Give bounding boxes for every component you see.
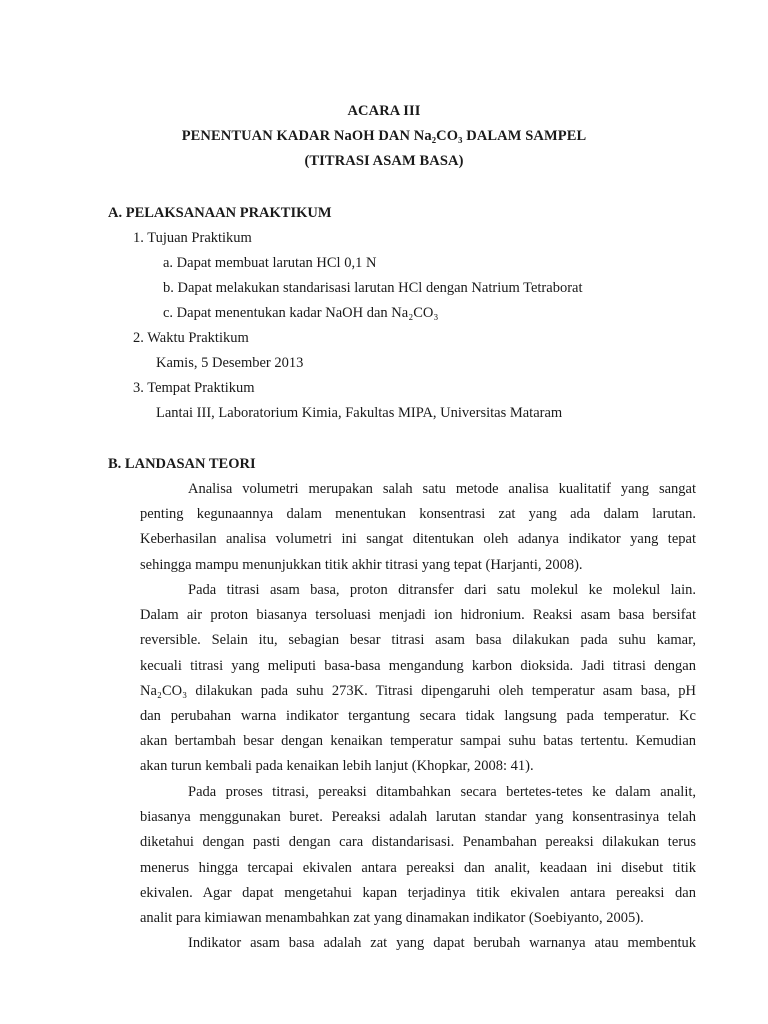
item-1-label: 1. Tujuan Praktikum [133,230,252,246]
paragraph-line: diketahui dengan pasti dengan cara distandarisasi. Penambahan pereaksi dilakukan terus [140,834,696,851]
paragraph-line: ekivalen. Agar dapat mengetahui kapan terjadinya titik ekivalen antara pereaksi dan [140,884,696,901]
paragraph-line: sehingga mampu menunjukkan titik akhir titrasi yang tepat (Harjanti, 2008). [140,556,583,573]
paragraph-1 [140,477,696,578]
item-1a: a. Dapat membuat larutan HCl 0,1 N [163,255,377,271]
item-1b: b. Dapat melakukan standarisasi larutan HCl dengan Natrium Tetraborat [163,280,583,296]
paragraph-line: penting kegunaannya dalam menentukan konsentrasi zat yang ada dalam larutan. [140,506,696,523]
paragraph-line: biasanya menggunakan buret. Pereaksi adalah larutan standar yang konsentrasinya telah [140,809,696,826]
item-3-value: Lantai III, Laboratorium Kimia, Fakultas MIPA, Universitas Mataram [156,405,563,421]
paragraph-line: reversible. Selain itu, sebagian besar titrasi asam basa dilakukan pada suhu kamar, [140,632,696,649]
item-2-label: 2. Waktu Praktikum [133,330,249,346]
chapter-heading: ACARA III [347,103,421,119]
paragraph-line: Indikator asam basa adalah zat yang dapat berubah warnanya atau membentuk [188,935,696,951]
paragraph-line: Analisa volumetri merupakan salah satu metode analisa kualitatif yang sangat [188,481,696,497]
document-subtitle: (TITRASI ASAM BASA) [304,153,464,169]
item-3-label: 3. Tempat Praktikum [133,380,255,396]
paragraph-2 [140,578,696,780]
section-b-heading: B. LANDASAN TEORI [108,456,256,472]
paragraph-line: kecuali titrasi yang meliputi basa-basa mengandung karbon dioksida. Jadi titrasi dengan [140,657,696,674]
paragraph-line: menerus hingga tercapai ekivalen antara pereaksi dan analit, keadaan ini disebut titik [140,859,696,876]
paragraph-line: akan bertambah besar dengan kenaikan temperatur sampai suhu batas tertentu. Kemudian [140,733,696,750]
paragraph-line: Pada titrasi asam basa, proton ditransfer dari satu molekul ke molekul lain. [188,582,696,598]
paragraph-line: akan turun kembali pada kenaikan lebih lanjut (Khopkar, 2008: 41). [140,758,534,775]
item-1c: c. Dapat menentukan kadar NaOH dan Na₂CO₃ [163,305,439,321]
paragraph-4 [140,931,696,956]
paragraph-3 [140,780,696,931]
section-a-heading: A. PELAKSANAAN PRAKTIKUM [108,205,332,221]
item-2-value: Kamis, 5 Desember 2013 [156,355,304,371]
paragraph-line: analit para kimiawan menambahkan zat yang dinamakan indikator (Soebiyanto, 2005). [140,909,644,926]
paragraph-line: Pada proses titrasi, pereaksi ditambahkan secara bertetes-tetes ke dalam analit, [188,784,696,800]
paragraph-line: dan perubahan warna indikator tergantung secara tidak langsung pada temperatur. Kc [140,707,696,724]
paragraph-line: Dalam air proton biasanya tersoluasi menjadi ion hidronium. Reaksi asam basa bersifat [140,607,696,624]
paragraph-line: Na₂CO₃ dilakukan pada suhu 273K. Titrasi dipengaruhi oleh temperatur asam basa, pH [140,682,696,699]
paragraph-line: Keberhasilan analisa volumetri ini sangat ditentukan oleh adanya indikator yang tepat [140,531,696,548]
document-title: PENENTUAN KADAR NaOH DAN Na₂CO₃ DALAM SAMPEL [181,128,587,144]
